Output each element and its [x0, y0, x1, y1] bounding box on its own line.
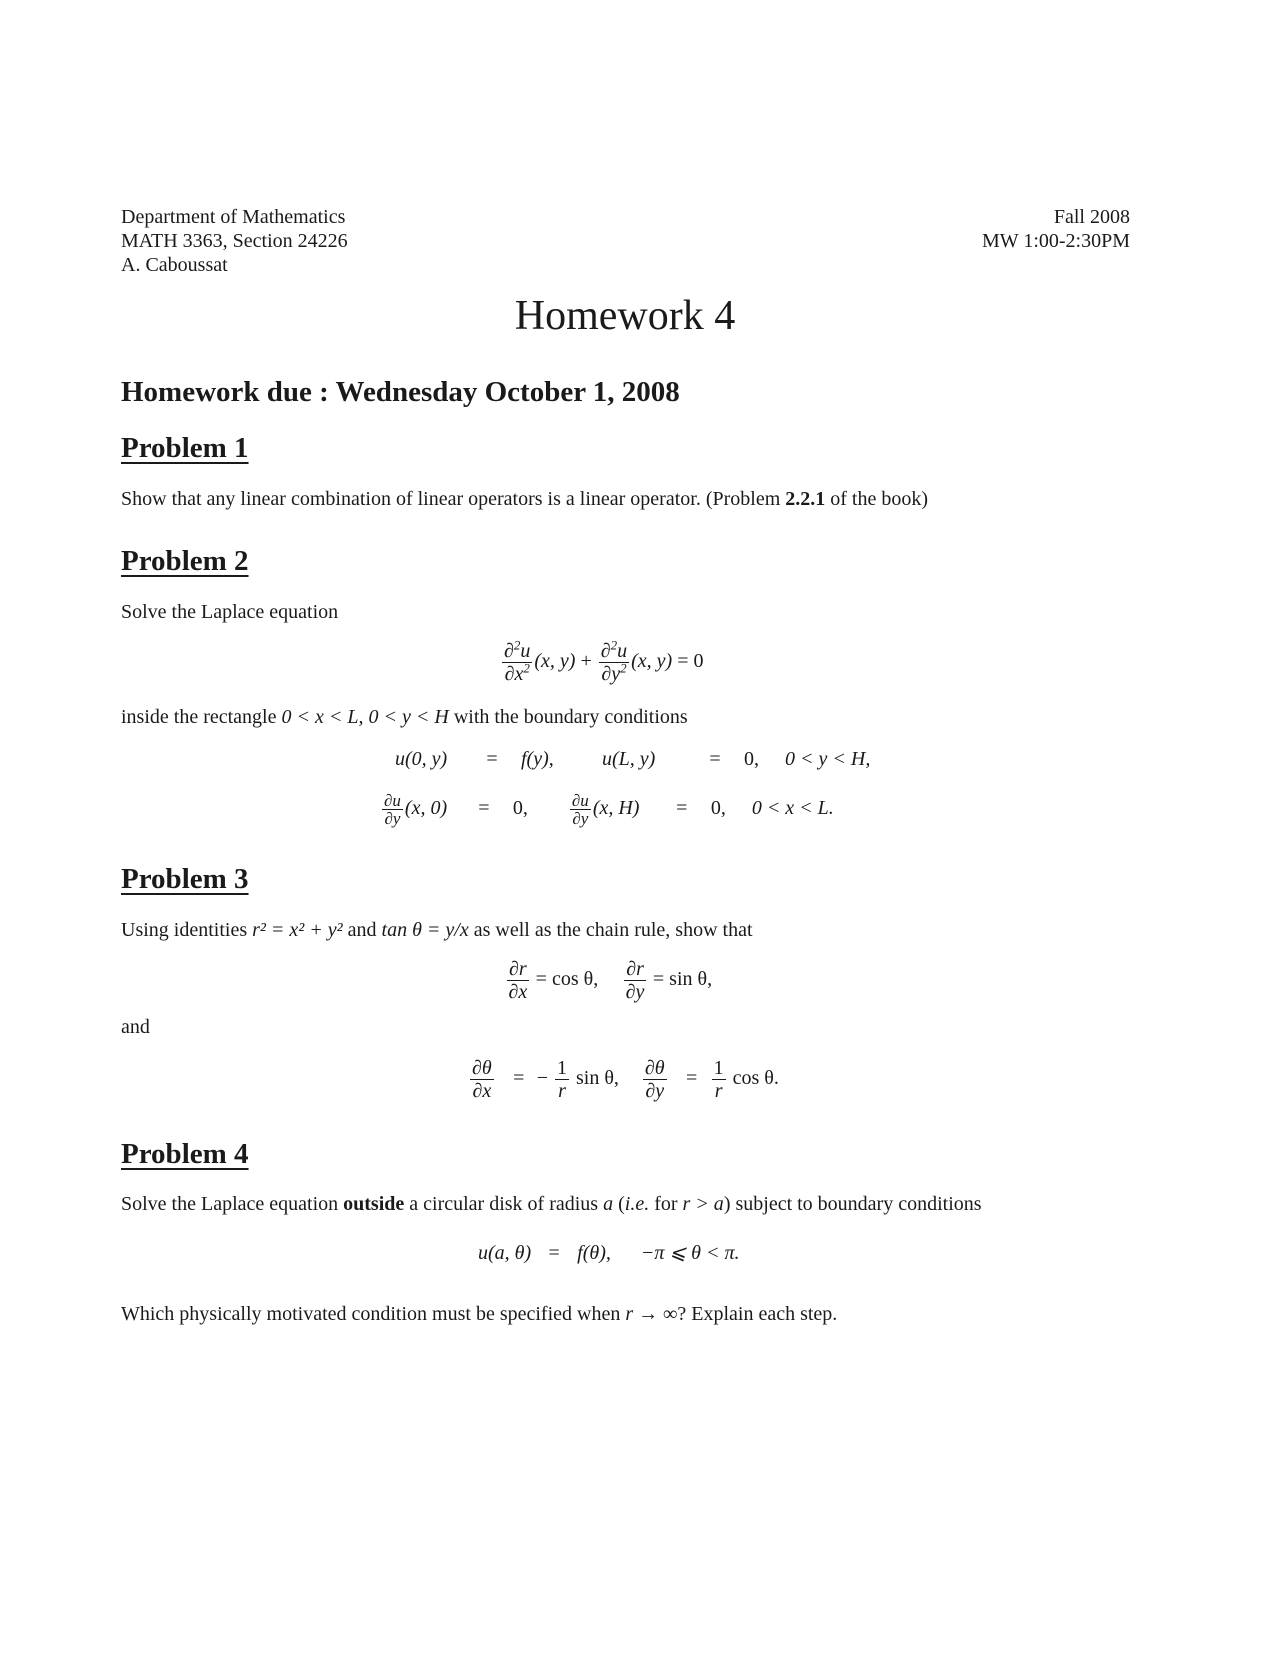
problem-3-heading: Problem 3 — [121, 863, 249, 895]
problem-2-domain: inside the rectangle 0 < x < L, 0 < y < H with the boundary conditions — [121, 706, 688, 728]
page-title: Homework 4 — [514, 293, 736, 339]
course-info — [121, 205, 348, 277]
course-section: MATH 3363, Section 24226 — [121, 230, 348, 252]
polar-derivatives-theta: $\frac{\partial\theta}{\partial x}$ = − $\frac{1}{r}$ sin θ, $\frac{\partial\theta}{\partial y}$ = $\frac{1}{r}$ cos θ. — [472, 1057, 779, 1102]
schedule: MW 1:00-2:30PM — [982, 230, 1130, 252]
due-date: Homework due : Wednesday October 1, 2008 — [121, 376, 680, 408]
polar-derivatives-r: $\frac{\partial r}{\partial x}$ = cos θ, $\frac{\partial r}{\partial y}$ = sin θ, — [508, 958, 713, 1003]
problem-3-connector: and — [121, 1016, 150, 1038]
problem-2-intro: Solve the Laplace equation — [121, 601, 339, 623]
problem-2-heading: Problem 2 — [121, 545, 249, 577]
problem-1-text: Show that any linear combination of linear operators is a linear operator. (Problem 2.2.1 of the book) — [121, 488, 929, 510]
problem-4-heading: Problem 4 — [121, 1138, 249, 1170]
term: Fall 2008 — [1053, 206, 1130, 228]
problem-4-question: Which physically motivated condition must be specified when r → ∞? Explain each step. — [121, 1303, 838, 1325]
laplace-equation: $\frac{\partial^2u}{\partial x^2}$ (x, y) + $\frac{\partial^2u}{\partial y^2}$ (x, y) = 0 — [504, 637, 704, 685]
boundary-conditions-row-1: u(0, y) = f(y), u(L, y) = 0, 0 < y < H, — [395, 748, 871, 770]
department: Department of Mathematics — [121, 206, 346, 228]
problem-1-heading: Problem 1 — [121, 432, 249, 464]
boundary-conditions-row-2: $\frac{\partial u}{\partial y}$ (x, 0) = 0, $\frac{\partial u}{\partial y}$ (x, H) = 0, 0 < x < L. — [384, 791, 834, 828]
instructor: A. Caboussat — [121, 254, 228, 276]
problem-4-text: Solve the Laplace equation outside a circular disk of radius a (i.e. for r > a) subject to boundary conditions — [121, 1193, 982, 1215]
problem-4-boundary-condition: u(a, θ) = f(θ), −π ⩽ θ < π. — [478, 1242, 740, 1264]
problem-3-intro: Using identities r² = x² + y² and tan θ = y/x as well as the chain rule, show that — [121, 919, 753, 941]
term-info — [982, 205, 1130, 253]
